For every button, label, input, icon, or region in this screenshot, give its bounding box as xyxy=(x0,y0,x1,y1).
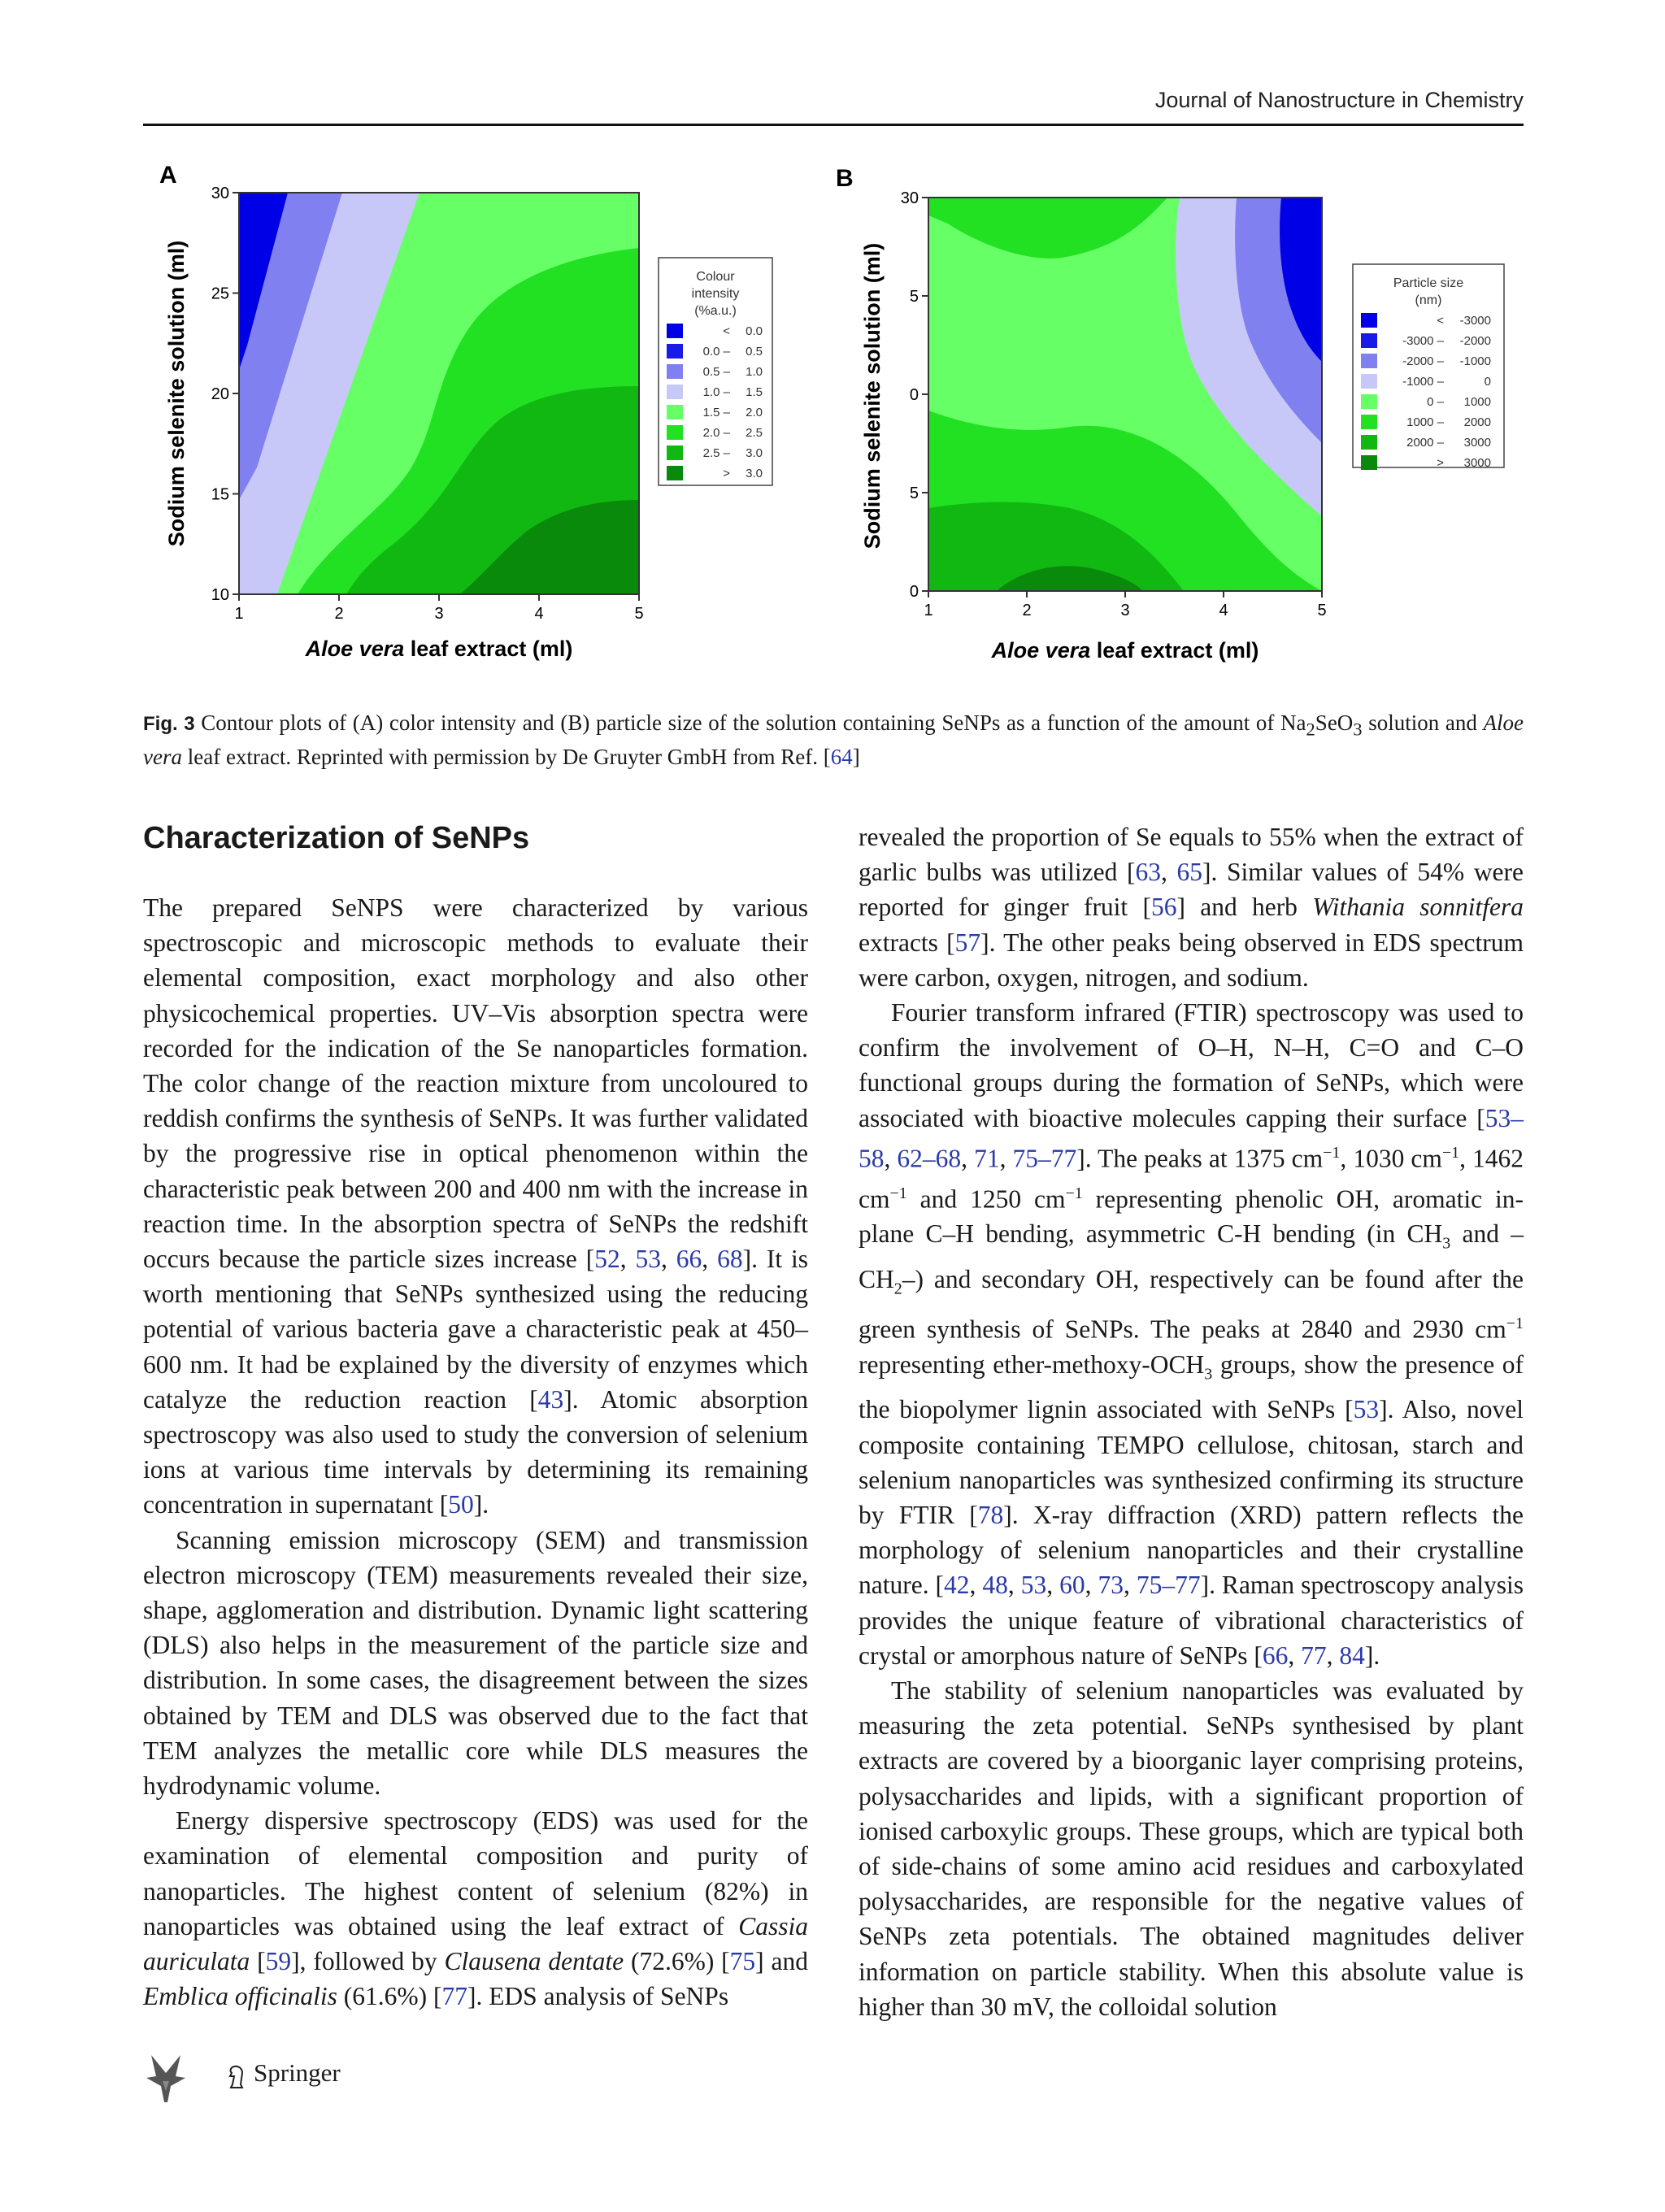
caption-sub: 2 xyxy=(1306,719,1315,740)
text-run: extracts [ xyxy=(859,928,955,957)
left-paragraphs xyxy=(143,890,808,2014)
legend-swatch xyxy=(667,324,683,338)
legend-range-start: > xyxy=(723,467,730,480)
citation-link[interactable]: 50 xyxy=(448,1490,474,1519)
panel-a-xlabel: Aloe vera leaf extract (ml) xyxy=(305,637,573,661)
legend-range-end: 3000 xyxy=(1463,456,1491,470)
y-tick-label: 30 xyxy=(211,185,229,202)
text-run: , 1030 cm xyxy=(1340,1144,1442,1173)
text-run: Energy dispersive spectroscopy (EDS) was used for the examination of elemental composition and purity of nanoparticles. The highest content of selenium (82%) in nanoparticles was obtained using the leaf extract of xyxy=(143,1806,808,1940)
x-tick-label: 5 xyxy=(1317,602,1327,619)
text-run: ] and xyxy=(755,1947,809,1976)
y-tick-label: 5 xyxy=(909,288,919,306)
citation-link[interactable]: 66 xyxy=(1262,1641,1289,1670)
y-tick-label: 5 xyxy=(909,485,919,502)
panel-b-label: B xyxy=(836,165,854,192)
text-run: representing phenolic OH, aromatic in-plane C–H bending, asymmetric C-H bending (in CH xyxy=(859,1184,1524,1249)
legend-range-end: 1000 xyxy=(1463,395,1491,409)
text-run: Fourier transform infrared (FTIR) spectroscopy was used to confirm the involvement of O–H, N–H, C=O and C–O functional groups during the formation of SeNPs, which were associated with bioactive molecules capping their surface [ xyxy=(859,998,1524,1132)
italic-text: Clausena dentate xyxy=(444,1947,624,1976)
text-run: , xyxy=(961,1144,975,1173)
x-tick-label: 3 xyxy=(1120,602,1130,619)
legend-swatch xyxy=(667,445,683,460)
superscript: −1 xyxy=(1506,1315,1524,1333)
citation-link[interactable]: 62–68 xyxy=(897,1144,962,1173)
legend-range-end: 1.0 xyxy=(746,365,763,379)
text-run: , xyxy=(1085,1571,1098,1600)
subscript: 2 xyxy=(893,1280,902,1298)
footer xyxy=(143,2049,468,2106)
legend-range-start: 2.0 – xyxy=(702,426,730,440)
y-tick-label: 10 xyxy=(211,586,229,604)
figure-caption xyxy=(143,709,1524,771)
legend-range-start: 2.5 – xyxy=(702,446,730,460)
legend-swatch xyxy=(1361,394,1377,409)
legend-swatch xyxy=(667,405,683,419)
text-run: ]. It is worth mentioning that SeNPs synthesized using the reducing potential of various bacteria gave a characteristic peak at 450–600 nm. It had be explained by the diversity of enzymes which catalyze the reduction reaction [ xyxy=(143,1245,809,1414)
legend-swatch xyxy=(667,425,683,440)
left-column xyxy=(143,817,808,2014)
paragraph xyxy=(143,890,808,1523)
citation-link[interactable]: 53 xyxy=(1020,1571,1047,1600)
citation-link[interactable]: 42 xyxy=(944,1571,970,1600)
text-run: ], followed by xyxy=(291,1947,445,1976)
caption-text: ] xyxy=(852,745,860,770)
legend-title: intensity xyxy=(691,287,740,301)
panel-b-xticks xyxy=(924,591,1326,619)
y-tick-label: 15 xyxy=(211,485,229,504)
citation-link[interactable]: 43 xyxy=(537,1384,564,1414)
text-run: ]. EDS analysis of SeNPs xyxy=(467,1982,729,2011)
legend-range-end: 0.5 xyxy=(746,345,763,359)
citation-link[interactable]: 56 xyxy=(1150,893,1177,922)
y-tick-label: 0 xyxy=(909,583,919,601)
text-run: , xyxy=(1123,1571,1137,1600)
legend-range-start: 1.0 – xyxy=(702,385,730,399)
legend-range-end: 2000 xyxy=(1463,415,1491,429)
citation-link[interactable]: 75–77 xyxy=(1136,1571,1201,1600)
citation-link[interactable]: 52 xyxy=(594,1245,620,1274)
x-tick-label: 4 xyxy=(534,605,544,623)
text-run: , xyxy=(1288,1641,1302,1670)
legend-range-start: 1000 – xyxy=(1406,415,1444,429)
legend-swatch xyxy=(1361,455,1377,470)
legend-swatch xyxy=(1361,354,1377,368)
caption-label: Fig. 3 xyxy=(143,713,195,735)
panel-b-ylabel: Sodium selenite solution (ml) xyxy=(860,242,885,550)
caption-sub: 3 xyxy=(1353,719,1363,740)
text-run: , xyxy=(1007,1571,1021,1600)
italic-text: Withania sonnitfera xyxy=(1312,893,1524,922)
y-tick-label: 30 xyxy=(900,189,919,207)
text-run: , xyxy=(969,1571,983,1600)
x-tick-label: 1 xyxy=(924,602,933,619)
superscript: −1 xyxy=(1065,1184,1083,1202)
text-run: ]. X-ray diffraction (XRD) pattern reflects the morphology of selenium nanoparticles and their crystalline nature. [ xyxy=(859,1501,1524,1600)
panel-a-ylabel: Sodium selenite solution (ml) xyxy=(164,240,189,547)
text-run: , xyxy=(660,1245,676,1274)
legend-swatch xyxy=(667,385,683,399)
caption-text: solution and xyxy=(1362,711,1484,735)
springer-horse-icon xyxy=(143,2049,189,2106)
text-run: representing ether-methoxy-OCH xyxy=(859,1349,1205,1379)
paragraph xyxy=(859,995,1524,1673)
panel-a-contour xyxy=(239,193,639,594)
legend-range-start: < xyxy=(1437,314,1444,328)
y-tick-label: 25 xyxy=(211,285,229,303)
citation-link[interactable]: 53–58 xyxy=(859,1103,1524,1173)
text-run: , xyxy=(884,1144,898,1173)
x-tick-label: 4 xyxy=(1219,602,1228,619)
right-paragraphs xyxy=(859,819,1524,2024)
citation-link[interactable]: 53 xyxy=(635,1245,661,1274)
text-run: –) and secondary OH, respectively can be found after the green synthesis of SeNPs. The peaks at 2840 and 2930 cm xyxy=(859,1264,1524,1344)
citation-link[interactable]: 66 xyxy=(676,1245,702,1274)
citation-link[interactable]: 53 xyxy=(1353,1395,1380,1424)
citation-link[interactable]: 71 xyxy=(974,1144,1000,1173)
legend-range-start: -1000 – xyxy=(1402,375,1444,389)
figure-3 xyxy=(143,159,1524,679)
text-run: groups, show the presence of the biopolymer lignin associated with SeNPs [ xyxy=(859,1349,1524,1424)
text-run: and 1250 cm xyxy=(906,1184,1066,1214)
legend-swatch xyxy=(667,364,683,379)
legend-range-start: > xyxy=(1437,456,1444,470)
legend-range-start: < xyxy=(723,324,730,338)
legend-range-end: 0 xyxy=(1484,375,1491,389)
citation-link[interactable]: 77 xyxy=(1301,1641,1327,1670)
header-rule xyxy=(143,124,1524,126)
citation-link[interactable]: 63 xyxy=(1135,858,1161,887)
citation-link[interactable]: 75 xyxy=(729,1947,756,1976)
legend-range-end: 3.0 xyxy=(746,467,763,480)
legend-swatch xyxy=(1361,435,1377,450)
right-column xyxy=(859,819,1524,2024)
citation-link[interactable]: 65 xyxy=(1176,858,1203,887)
citation-link[interactable]: 78 xyxy=(977,1501,1004,1530)
panel-b-contour xyxy=(928,198,1322,591)
paragraph xyxy=(859,819,1524,995)
legend-range-end: 3000 xyxy=(1463,436,1491,450)
legend-swatch xyxy=(1361,333,1377,348)
springer-chess-icon xyxy=(224,2063,249,2091)
text-run: , xyxy=(619,1245,636,1274)
section-title: Characterization of SeNPs xyxy=(143,821,530,855)
paragraph xyxy=(143,1523,808,1804)
caption-text: leaf extract. Reprinted with permission by De Gruyter GmbH from Ref. [ xyxy=(181,745,831,770)
x-tick-label: 5 xyxy=(634,605,644,623)
legend-range-start: 2000 – xyxy=(1406,436,1444,450)
italic-text: Cassia auriculata xyxy=(143,1911,808,1976)
citation-link[interactable]: 73 xyxy=(1098,1571,1124,1600)
text-run: , xyxy=(999,1144,1013,1173)
y-tick-label: 0 xyxy=(909,386,919,404)
panel-a-yticks xyxy=(211,185,239,604)
figure-3-svg xyxy=(143,159,1524,679)
text-run: , 1462 cm xyxy=(859,1144,1524,1214)
text-run: , xyxy=(702,1245,718,1274)
legend-swatch xyxy=(1361,374,1377,389)
panel-b-xlabel: Aloe vera leaf extract (ml) xyxy=(991,638,1259,663)
caption-italic: Aloe vera xyxy=(143,711,1524,770)
legend-title: Particle size xyxy=(1393,276,1464,290)
text-run: ]. Similar values of 54% were reported for ginger fruit [ xyxy=(859,858,1524,922)
legend-title: Colour xyxy=(696,270,735,284)
legend-swatch xyxy=(1361,313,1377,328)
x-tick-label: 3 xyxy=(434,605,444,623)
paragraph xyxy=(143,1803,808,2014)
caption-text: Contour plots of (A) color intensity and (B) particle size of the solution containing SeNPs as a function of the amount of Na xyxy=(194,711,1306,735)
legend-title: (%a.u.) xyxy=(694,304,737,318)
legend-range-end: -3000 xyxy=(1459,314,1491,328)
citation-link[interactable]: 75–77 xyxy=(1012,1144,1077,1173)
text-run: , xyxy=(1161,858,1177,887)
citation-link[interactable]: 57 xyxy=(954,928,981,957)
text-run: , xyxy=(1046,1571,1060,1600)
legend-swatch xyxy=(667,344,683,359)
publisher-name: Springer xyxy=(254,2058,341,2087)
paragraph xyxy=(859,1673,1524,2024)
legend-range-end: 3.0 xyxy=(746,446,763,460)
panel-a-legend xyxy=(659,258,772,485)
text-run: The prepared SeNPS were characterized by various spectroscopic and microscopic methods to evaluate their elemental composition, exact morphology and also other physicochemical properties. UV–Vis absorption spectra were recorded for the indication of the Se nanoparticles formation. The color change of the reaction mixture from uncoloured to reddish confirms the synthesis of SeNPs. It was further validated by the progressive rise in optical phenomenon within the characteristic peak between 200 and 400 nm with the increase in reaction time. In the absorption spectra of SeNPs the redshift occurs because the particle sizes increase [ xyxy=(143,893,808,1274)
legend-range-end: 0.0 xyxy=(746,324,763,338)
text-run: ]. Raman spectroscopy analysis provides the unique feature of vibrational characteristics of crystal or amorphous nature of SeNPs [ xyxy=(859,1571,1524,1670)
legend-range-end: 1.5 xyxy=(746,385,763,399)
text-run: revealed the proportion of Se equals to 55% when the extract of garlic bulbs was utilized [ xyxy=(859,823,1524,887)
caption-text: SeO xyxy=(1315,711,1354,735)
legend-range-start: 0 – xyxy=(1427,395,1444,409)
superscript: −1 xyxy=(1441,1143,1460,1162)
text-run: (61.6%) [ xyxy=(337,1982,442,2011)
legend-swatch xyxy=(1361,415,1377,429)
citation-link[interactable]: 60 xyxy=(1059,1571,1085,1600)
text-run: and –CH xyxy=(859,1219,1524,1293)
superscript: −1 xyxy=(1323,1143,1341,1162)
text-run: Scanning emission microscopy (SEM) and transmission electron microscopy (TEM) measurements revealed their size, shape, agglomeration and distribution. Dynamic light scattering (DLS) also helps in the measurement of the particle size and distribution. In some cases, the disagreement between the sizes obtained by TEM and DLS was observed due to the fact that TEM analyzes the metallic core while DLS measures the hydrodynamic volume. xyxy=(143,1525,808,1801)
text-run: ]. Also, novel composite containing TEMPO cellulose, chitosan, starch and selenium nanoparticles was synthesized confirming its structure by FTIR [ xyxy=(859,1395,1524,1530)
text-run: The stability of selenium nanoparticles was evaluated by measuring the zeta potential. SeNPs synthesised by plant extracts are covered by a bioorganic layer comprising proteins, polysaccharides and lipids, with a significant proportion of ionised carboxylic groups. These groups, which are typical both of side-chains of some amino acid residues and carboxylated polysaccharides, are responsible for the negative values of SeNPs zeta potentials. The obtained magnitudes deliver information on particle stability. When this absolute value is higher than 30 mV, the colloidal solution xyxy=(859,1676,1524,2021)
legend-range-start: 1.5 – xyxy=(702,406,730,419)
italic-text: Emblica officinalis xyxy=(143,1982,337,2011)
citation-link[interactable]: 68 xyxy=(717,1245,743,1274)
citation-link[interactable]: 77 xyxy=(441,1982,467,2011)
text-run: ]. xyxy=(1364,1641,1380,1670)
panel-b-legend xyxy=(1353,264,1504,470)
text-run: ]. Atomic absorption spectroscopy was also used to study the conversion of selenium ions at various time intervals by determining its remaining concentration in supernatant [ xyxy=(143,1384,808,1519)
legend-range-end: 2.5 xyxy=(746,426,763,440)
panel-a-label: A xyxy=(159,162,177,189)
legend-range-start: 0.5 – xyxy=(702,365,730,379)
legend-range-end: -2000 xyxy=(1459,334,1491,348)
legend-range-end: -1000 xyxy=(1459,354,1491,368)
legend-range-end: 2.0 xyxy=(746,406,763,419)
citation-link[interactable]: 59 xyxy=(265,1947,292,1976)
text-run: ]. The peaks at 1375 cm xyxy=(1076,1144,1324,1173)
text-run: , xyxy=(1326,1641,1340,1670)
x-tick-label: 2 xyxy=(334,605,344,623)
legend-title: (nm) xyxy=(1415,293,1442,307)
citation-link[interactable]: 84 xyxy=(1339,1641,1365,1670)
x-tick-label: 1 xyxy=(234,605,244,623)
x-tick-label: 2 xyxy=(1022,602,1032,619)
panel-a-xticks xyxy=(234,594,643,623)
legend-range-start: -3000 – xyxy=(1402,334,1444,348)
panel-b-yticks xyxy=(901,189,928,601)
text-run: [ xyxy=(250,1947,266,1976)
text-run: ] and herb xyxy=(1176,893,1313,922)
text-run: (72.6%) [ xyxy=(624,1947,730,1976)
legend-swatch xyxy=(667,466,683,480)
legend-range-start: 0.0 – xyxy=(702,345,730,359)
subscript: 3 xyxy=(1204,1365,1213,1384)
legend-range-start: -2000 – xyxy=(1402,354,1444,368)
text-run: ]. xyxy=(473,1490,489,1519)
running-header: Journal of Nanostructure in Chemistry xyxy=(1154,88,1524,112)
citation-link[interactable]: 48 xyxy=(982,1571,1008,1600)
superscript: −1 xyxy=(889,1184,907,1202)
y-tick-label: 20 xyxy=(211,385,229,403)
caption-ref-link[interactable]: 64 xyxy=(830,745,853,770)
subscript: 3 xyxy=(1442,1234,1451,1253)
text-run: ]. The other peaks being observed in EDS spectrum were carbon, oxygen, nitrogen, and sodium. xyxy=(859,928,1524,992)
